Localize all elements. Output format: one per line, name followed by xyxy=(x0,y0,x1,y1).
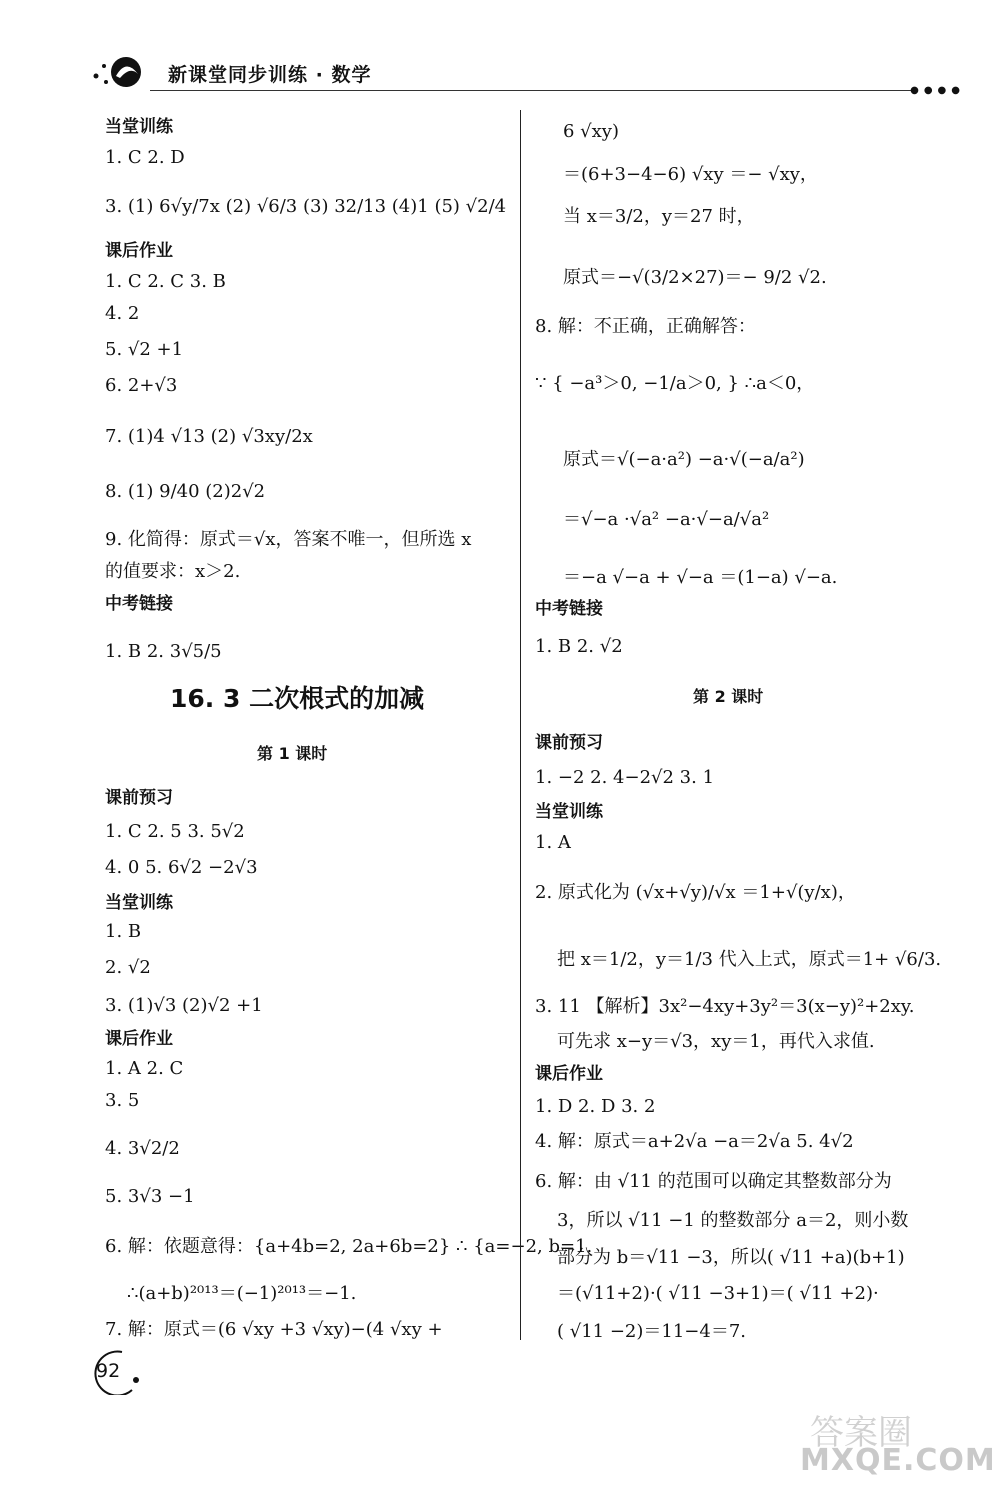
answer-line: 部分为 b＝√11 −3，所以( √11 +a)(b+1) xyxy=(557,1247,905,1268)
book-logo-icon xyxy=(90,52,150,92)
answer-line: 4. 解：原式＝a+2√a −a＝2√a 5. 4√2 xyxy=(535,1131,854,1152)
answer-line: 6. 2+√3 xyxy=(105,375,178,396)
answer-line: 1. D 2. D 3. 2 xyxy=(535,1096,656,1117)
answer-line: 1. B 2. √2 xyxy=(535,636,623,657)
section-heading: 课后作业 xyxy=(535,1064,603,1084)
answer-line: 2. √2 xyxy=(105,957,151,978)
section-heading: 当堂训练 xyxy=(105,117,173,137)
answer-line: 8. 解：不正确，正确解答： xyxy=(535,316,756,337)
header-dots: ●●●● xyxy=(910,85,965,96)
answer-line: 3. (1)√3 (2)√2 +1 xyxy=(105,995,263,1016)
answer-line: 4. 0 5. 6√2 −2√3 xyxy=(105,857,258,878)
answer-line: ＝(6+3−4−6) √xy ＝− √xy， xyxy=(563,164,818,185)
answer-line: 1. C 2. D xyxy=(105,147,185,168)
answer-line: 5. 3√3 −1 xyxy=(105,1186,195,1207)
lesson-title: 第 1 课时 xyxy=(257,744,328,763)
answer-line: 1. A 2. C xyxy=(105,1058,184,1079)
answer-line: 4. 3√2/2 xyxy=(105,1138,180,1159)
answer-line: ( √11 −2)＝11−4＝7. xyxy=(557,1321,747,1342)
answer-line: ∵ { −a³＞0, −1/a＞0, } ∴a＜0， xyxy=(535,373,815,394)
answer-line: 原式＝−√(3/2×27)＝− 9/2 √2. xyxy=(563,267,827,288)
answer-line: 1. −2 2. 4−2√2 3. 1 xyxy=(535,767,715,788)
answer-line: 3. (1) 6√y/7x (2) √6/3 (3) 32/13 (4)1 (5) √2/4 xyxy=(105,196,507,217)
answer-line: 3，所以 √11 −1 的整数部分 a＝2，则小数 xyxy=(557,1210,909,1231)
chapter-title: 16. 3 二次根式的加减 xyxy=(170,684,425,713)
section-heading: 课前预习 xyxy=(105,788,173,808)
section-heading: 课后作业 xyxy=(105,1029,173,1049)
lesson-title: 第 2 课时 xyxy=(693,687,764,706)
header-title: 新课堂同步训练 · 数学 xyxy=(168,64,372,86)
answer-line: 可先求 x−y＝√3，xy＝1，再代入求值. xyxy=(557,1031,875,1052)
section-heading: 中考链接 xyxy=(105,594,173,614)
section-heading: 当堂训练 xyxy=(105,893,173,913)
watermark-logo: 答案圈 xyxy=(810,1413,912,1453)
answer-line: 7. 解：原式＝(6 √xy +3 √xy)−(4 √xy + xyxy=(105,1319,443,1340)
section-heading: 当堂训练 xyxy=(535,802,603,822)
answer-line: 1. A xyxy=(535,832,571,853)
page-number: 92 xyxy=(96,1360,121,1382)
answer-line: 1. C 2. C 3. B xyxy=(105,271,226,292)
answer-line: 原式＝√(−a·a²) −a·√(−a/a²) xyxy=(563,449,805,470)
answer-line: 1. C 2. 5 3. 5√2 xyxy=(105,821,245,842)
answer-line: 6 √xy) xyxy=(563,121,619,142)
answer-line: ＝−a √−a + √−a ＝(1−a) √−a. xyxy=(563,567,838,588)
answer-line: 1. B xyxy=(105,921,142,942)
watermark-text: MXQE.COM xyxy=(800,1443,996,1478)
section-heading: 课后作业 xyxy=(105,241,173,261)
answer-line: 7. (1)4 √13 (2) √3xy/2x xyxy=(105,426,313,447)
page-number-badge xyxy=(92,1340,152,1395)
answer-line: 8. (1) 9/40 (2)2√2 xyxy=(105,481,266,502)
section-heading: 中考链接 xyxy=(535,599,603,619)
answer-line: 3. 11 【解析】3x²−4xy+3y²＝3(x−y)²+2xy. xyxy=(535,996,915,1017)
answer-line: ＝(√11+2)·( √11 −3+1)＝( √11 +2)· xyxy=(557,1283,879,1304)
answer-line: 6. 解：由 √11 的范围可以确定其整数部分为 xyxy=(535,1171,892,1192)
page-header xyxy=(90,52,965,94)
section-heading: 课前预习 xyxy=(535,733,603,753)
header-rule xyxy=(150,90,915,91)
answer-line: 4. 2 xyxy=(105,303,140,324)
answer-line: 1. B 2. 3√5/5 xyxy=(105,641,222,662)
column-divider xyxy=(520,110,521,1340)
answer-line: ∴(a+b)²⁰¹³＝(−1)²⁰¹³＝−1. xyxy=(127,1283,357,1304)
answer-line: ＝√−a ·√a² −a·√−a/√a² xyxy=(563,509,770,530)
answer-line: 的值要求：x＞2. xyxy=(105,561,241,582)
answer-line: 当 x＝3/2，y＝27 时， xyxy=(563,206,755,227)
answer-line: 9. 化简得：原式＝√x，答案不唯一，但所选 x xyxy=(105,529,472,550)
answer-line: 把 x＝1/2，y＝1/3 代入上式，原式＝1+ √6/3. xyxy=(557,949,942,970)
answer-line: 2. 原式化为 (√x+√y)/√x ＝1+√(y/x)， xyxy=(535,882,856,903)
answer-line: 3. 5 xyxy=(105,1090,140,1111)
answer-line: 6. 解：依题意得：{a+4b=2, 2a+6b=2} ∴ {a=−2, b=1. xyxy=(105,1236,593,1257)
answer-line: 5. √2 +1 xyxy=(105,339,184,360)
watermark xyxy=(800,1405,996,1478)
